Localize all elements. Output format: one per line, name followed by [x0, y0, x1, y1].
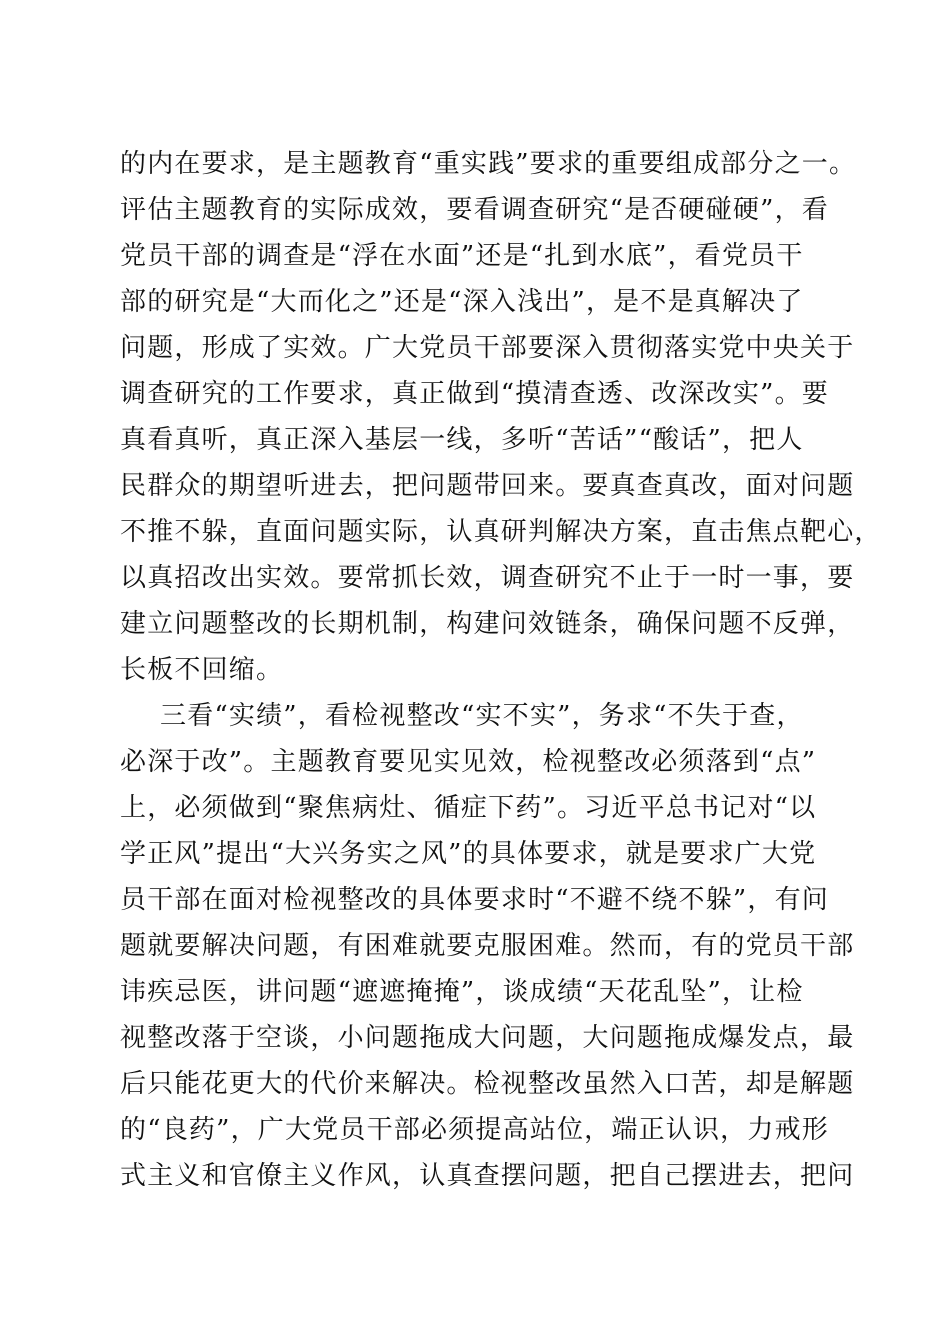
text-line: 的“良药”，广大党员干部必须提高站位，端正认识，力戒形 — [120, 1115, 829, 1145]
text-line: 讳疾忌医，讲问题“遮遮掩掩”，谈成绩“天花乱坠”，让检 — [120, 977, 804, 1007]
text-line: 以真招改出实效。要常抓长效，调查研究不止于一时一事，要 — [120, 563, 855, 593]
text-line: 不推不躲，直面问题实际，认真研判解决方案，直击焦点靶心， — [120, 517, 882, 547]
text-line: 真看真听，真正深入基层一线，多听“苦话”“酸话”，把人 — [120, 425, 804, 455]
text-line: 部的研究是“大而化之”还是“深入浅出”，是不是真解决了 — [120, 287, 804, 317]
text-line: 上，必须做到“聚焦病灶、循症下药”。习近平总书记对“以 — [120, 793, 817, 823]
text-line: 必深于改”。主题教育要见实见效，检视整改必须落到“点” — [120, 747, 817, 777]
text-line: 民群众的期望听进去，把问题带回来。要真查真改，面对问题 — [120, 471, 855, 501]
text-line: 题就要解决问题，有困难就要克服困难。然而，有的党员干部 — [120, 931, 855, 961]
text-line: 后只能花更大的代价来解决。检视整改虽然入口苦，却是解题 — [120, 1069, 855, 1099]
text-line: 党员干部的调查是“浮在水面”还是“扎到水底”，看党员干 — [120, 241, 804, 271]
text-line: 调查研究的工作要求，真正做到“摸清查透、改深改实”。要 — [120, 379, 829, 409]
paragraph-first-line: 三看“实绩”，看检视整改“实不实”，务求“不失于查， — [160, 701, 804, 731]
text-line: 式主义和官僚主义作风，认真查摆问题，把自己摆进去，把问 — [120, 1161, 855, 1191]
text-line: 的内在要求，是主题教育“重实践”要求的重要组成部分之一。 — [120, 149, 857, 179]
text-line: 建立问题整改的长期机制，构建问效链条，确保问题不反弹， — [120, 609, 855, 639]
text-line: 学正风”提出“大兴务实之风”的具体要求，就是要求广大党 — [120, 839, 817, 869]
text-line: 评估主题教育的实际成效，要看调查研究“是否硬碰硬”，看 — [120, 195, 829, 225]
text-line: 视整改落于空谈，小问题拖成大问题，大问题拖成爆发点，最 — [120, 1023, 855, 1053]
text-line: 员干部在面对检视整改的具体要求时“不避不绕不躲”，有问 — [120, 885, 829, 915]
text-line: 问题，形成了实效。广大党员干部要深入贯彻落实党中央关于 — [120, 333, 855, 363]
text-line: 长板不回缩。 — [120, 655, 284, 685]
